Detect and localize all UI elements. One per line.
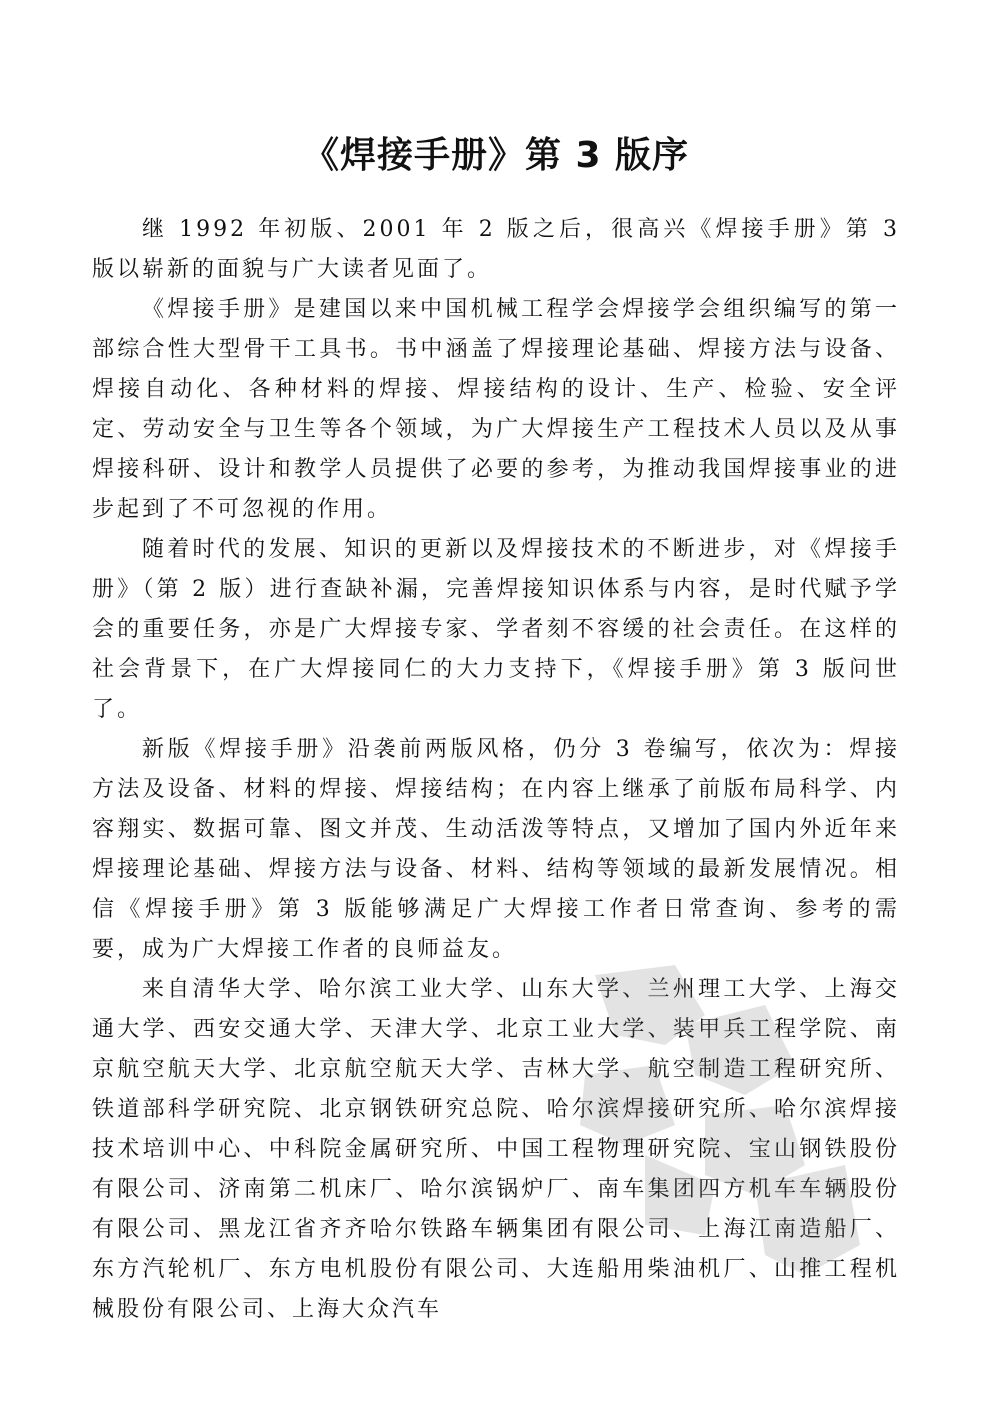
page-title: 《焊接手册》第 3 版序 bbox=[302, 135, 690, 176]
paragraph-3: 随着时代的发展、知识的更新以及焊接技术的不断进步，对《焊接手册》（第 2 版）进行查缺补漏，完善焊接知识体系与内容，是时代赋予学会的重要任务，亦是广大焊接专家、学者刻不容缓的社会责任。在这样的社会背景下，在广大焊接同仁的大力支持下，《焊接手册》第 3 版问世了。 bbox=[92, 537, 900, 722]
paragraph-5: 来自清华大学、哈尔滨工业大学、山东大学、兰州理工大学、上海交通大学、西安交通大学、天津大学、北京工业大学、装甲兵工程学院、南京航空航天大学、北京航空航天大学、吉林大学、航空制造工程研究所、铁道部科学研究院、北京钢铁研究总院、哈尔滨焊接研究所、哈尔滨焊接技术培训中心、中科院金属研究所、中国工程物理研究院、宝山钢铁股份有限公司、济南第二机床厂、哈尔滨锅炉厂、南车集团四方机车车辆股份有限公司、黑龙江省齐齐哈尔铁路车辆集团有限公司、上海江南造船厂、东方汽轮机厂、东方电机股份有限公司、大连船用柴油机厂、山推工程机械股份有限公司、上海大众汽车 bbox=[92, 977, 900, 1322]
paragraph-2: 《焊接手册》是建国以来中国机械工程学会焊接学会组织编写的第一部综合性大型骨干工具书。书中涵盖了焊接理论基础、焊接方法与设备、焊接自动化、各种材料的焊接、焊接结构的设计、生产、检验、安全评定、劳动安全与卫生等各个领域，为广大焊接生产工程技术人员以及从事焊接科研、设计和教学人员提供了必要的参考，为推动我国焊接事业的进步起到了不可忽视的作用。 bbox=[92, 297, 900, 522]
paragraph-4: 新版《焊接手册》沿袭前两版风格，仍分 3 卷编写，依次为：焊接方法及设备、材料的焊接、焊接结构；在内容上继承了前版布局科学、内容翔实、数据可靠、图文并茂、生动活泼等特点，又增加了国内外近年来焊接理论基础、焊接方法与设备、材料、结构等领域的最新发展情况。相信《焊接手册》第 3 版能够满足广大焊接工作者日常查询、参考的需要，成为广大焊接工作者的良师益友。 bbox=[92, 737, 900, 962]
paragraph-1: 继 1992 年初版、2001 年 2 版之后，很高兴《焊接手册》第 3 版以崭新的面貌与广大读者见面了。 bbox=[92, 217, 900, 282]
preface-body bbox=[92, 210, 900, 1330]
